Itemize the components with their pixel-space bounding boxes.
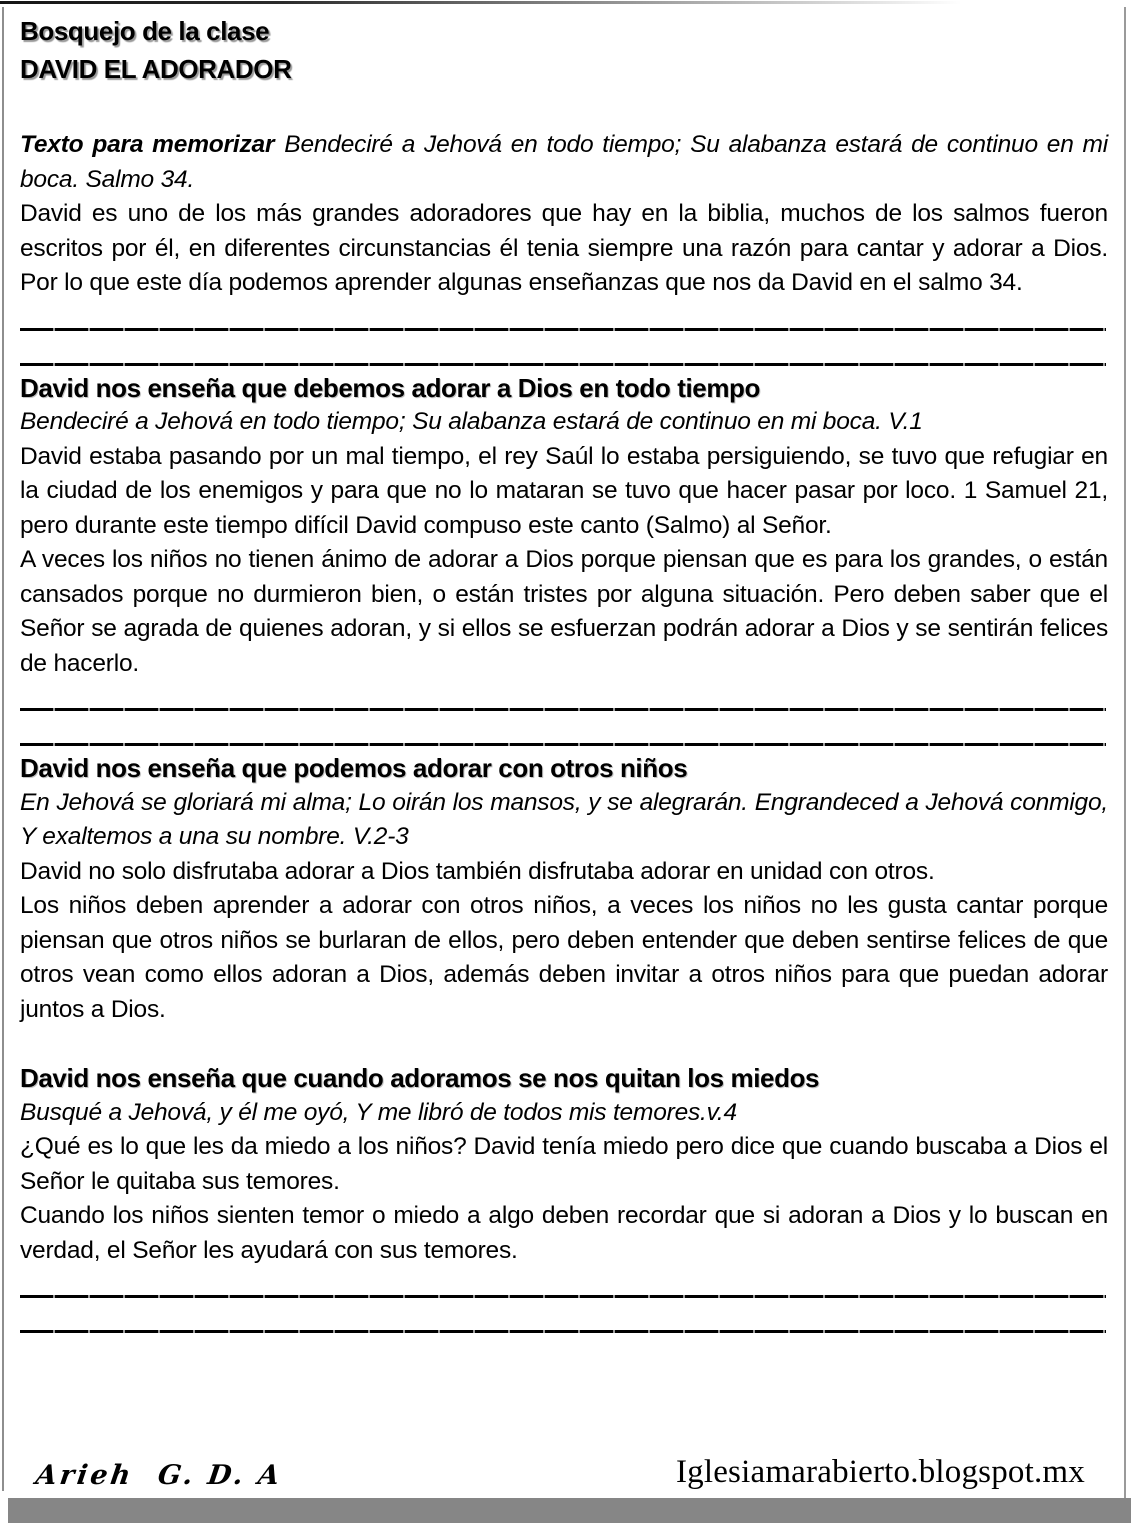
class-outline-subtitle: Bosquejo de la clase (20, 16, 270, 46)
section-1-paragraph-2: A veces los niños no tienen ánimo de adorar a Dios porque piensan que es para los grandes, o están cansados porque no durmieron bien, o están tristes por alguna situación. Pero deben saber que el Señor se agrada de quienes adoran, y si ellos se esfuerzan podrán adorar a Dios y se sentirán felices de hacerlo. (20, 546, 1108, 677)
write-in-line (20, 681, 1108, 716)
write-in-line (20, 301, 1108, 336)
section-1-verse: Bendeciré a Jehová en todo tiempo; Su alabanza estará de continuo en mi boca. V.1 (20, 408, 923, 435)
section-2-title: David nos enseña que podemos adorar con otros niños (20, 753, 688, 783)
memory-verse-label: Texto para memorizar (20, 131, 275, 158)
website-text: Iglesiamarabierto.blogspot.mx (675, 1454, 1085, 1490)
section-2-verse: En Jehová se gloriará mi alma; Lo oirán los mansos, y se alegrarán. Engrandeced a Jehová conmigo, Y exaltemos a una su nombre. V.2-3 (20, 788, 1108, 850)
intro-paragraph: David es uno de los más grandes adoradores que hay en la biblia, muchos de los salmos fueron escritos por él, en diferentes circunstancias él tenia siempre una razón para cantar y adorar a Dios. Por lo que este día podemos aprender algunas enseñanzas que nos da David en el salmo 34. (20, 200, 1108, 296)
write-in-line (20, 1303, 1108, 1338)
page-border-right (1124, 7, 1126, 1499)
page-title: DAVID EL ADORADOR (20, 54, 292, 84)
document-content (20, 12, 1108, 1338)
spacer (20, 88, 1108, 128)
memory-verse-paragraph (20, 128, 1108, 197)
spacer (20, 1027, 1108, 1061)
author-signature: Arieh G. D. A (33, 1460, 285, 1491)
section-3-verse: Busqué a Jehová, y él me oyó, Y me libró de todos mis temores.v.4 (20, 1098, 737, 1126)
section-1-title: David nos enseña que debemos adorar a Dios en todo tiempo (20, 372, 761, 403)
write-in-line (20, 336, 1108, 371)
section-1-paragraph-1: David estaba pasando por un mal tiempo, el rey Saúl lo estaba persiguiendo, se tuvo que refugiar en la ciudad de los enemigos y para que no lo mataran se tuvo que hacer pasar por loco. 1 Samuel 21, pero durante este tiempo difícil David compuso este canto (Salmo) al Señor. (20, 442, 1108, 539)
section-2-paragraph-2: Los niños deben aprender a adorar con otros niños, a veces los niños no les gusta cantar porque piensan que otros niños se burlaran de ellos, pero deben entender que deben sentirse felices de que otros vean como ellos adoran a Dios, además deben invitar a otros niños para que puedan adorar juntos a Dios. (20, 892, 1108, 1023)
write-in-line (20, 1268, 1108, 1303)
section-2-paragraph-1: David no solo disfrutaba adorar a Dios también disfrutaba adorar en unidad con otros. (20, 857, 935, 885)
section-3-paragraph-2: Cuando los niños sienten temor o miedo a algo deben recordar que si adoran a Dios y lo buscan en verdad, el Señor les ayudará con sus temores. (20, 1202, 1108, 1264)
section-3-paragraph-1: ¿Qué es lo que les da miedo a los niños? David tenía miedo pero dice que cuando buscaba a Dios el Señor le quitaba sus temores. (20, 1133, 1108, 1195)
page-shadow-bottom (8, 1498, 1131, 1523)
page-footer (20, 1454, 1085, 1491)
page-border-top (0, 1, 1131, 4)
memory-verse-text: Bendeciré a Jehová en todo tiempo; Su alabanza estará de continuo en mi boca. Salmo 34. (20, 131, 1108, 193)
page-border-left (2, 7, 4, 1491)
section-3-title: David nos enseña que cuando adoramos se nos quitan los miedos (20, 1063, 820, 1093)
write-in-line (20, 716, 1108, 751)
